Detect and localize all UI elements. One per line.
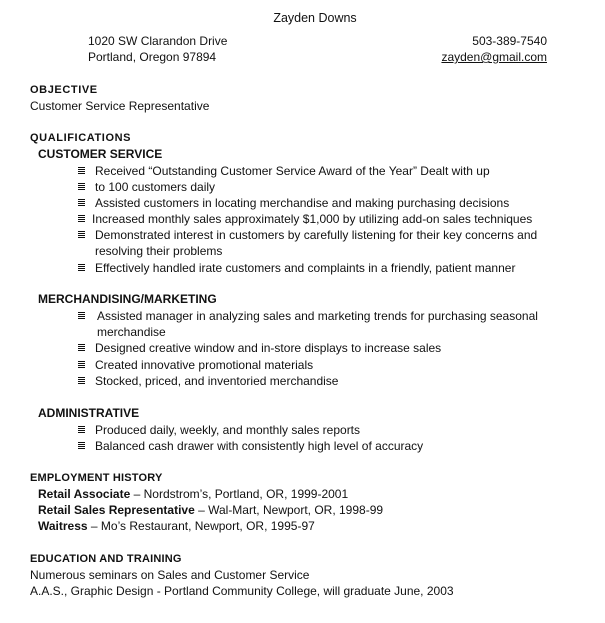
resume-name: Zayden Downs — [273, 11, 357, 25]
job-detail: – Wal-Mart, Newport, OR, 1998-99 — [194, 503, 384, 517]
bullet-icon — [78, 231, 85, 238]
job-entry — [38, 502, 383, 518]
bullet-icon — [78, 442, 85, 449]
qualifications-heading: QUALIFICATIONS — [30, 132, 132, 144]
customer-service-heading: CUSTOMER SERVICE — [38, 147, 163, 161]
education-heading: EDUCATION AND TRAINING — [30, 553, 182, 565]
education-line: Numerous seminars on Sales and Customer Service — [30, 568, 310, 582]
bullet-icon — [78, 215, 85, 222]
merchandising-heading: MERCHANDISING/MARKETING — [38, 292, 217, 306]
bullet-icon — [78, 344, 85, 351]
job-detail: – Nordstrom’s, Portland, OR, 1999-2001 — [130, 487, 349, 501]
bullet-icon — [78, 312, 85, 319]
list-item-continuation: resolving their problems — [95, 244, 223, 258]
job-title: Waitress — [38, 519, 88, 533]
education-line: A.A.S., Graphic Design - Portland Community College, will graduate June, 2003 — [30, 584, 454, 598]
bullet-icon — [78, 183, 85, 190]
objective-heading: OBJECTIVE — [30, 84, 98, 96]
bullet-icon — [78, 426, 85, 433]
employment-heading: EMPLOYMENT HISTORY — [30, 472, 163, 484]
job-title: Retail Sales Representative — [38, 503, 195, 517]
bullet-icon — [78, 264, 85, 271]
bullet-icon — [78, 377, 85, 384]
email-link[interactable]: zayden@gmail.com — [441, 50, 547, 64]
list-item-continuation: merchandise — [97, 325, 166, 339]
administrative-heading: ADMINISTRATIVE — [38, 406, 140, 420]
bullet-icon — [78, 167, 85, 174]
job-title: Retail Associate — [38, 487, 131, 501]
job-detail: – Mo’s Restaurant, Newport, OR, 1995-97 — [87, 519, 315, 533]
street-address: 1020 SW Clarandon Drive — [88, 34, 228, 48]
objective-text: Customer Service Representative — [30, 99, 210, 113]
job-entry — [38, 518, 315, 534]
job-entry — [38, 486, 348, 502]
bullet-icon — [78, 361, 85, 368]
city-state-zip: Portland, Oregon 97894 — [88, 50, 217, 64]
phone-number: 503-389-7540 — [472, 34, 547, 48]
bullet-icon — [78, 199, 85, 206]
